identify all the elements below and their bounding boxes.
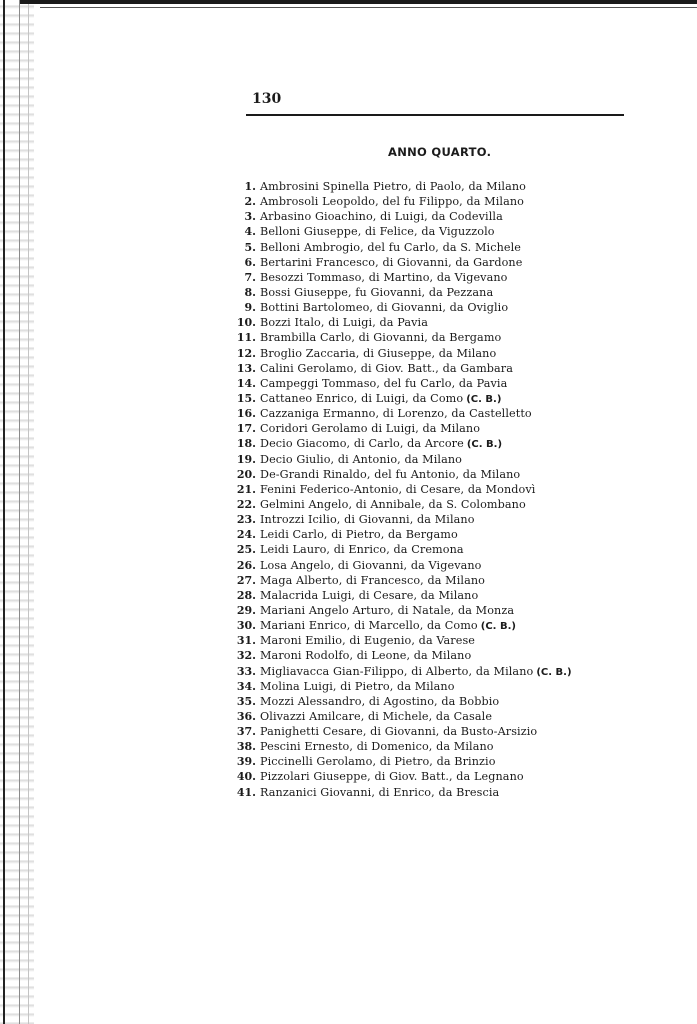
entry-text: Piccinelli Gerolamo, di Pietro, da Brinzio bbox=[260, 755, 496, 769]
list-item bbox=[230, 330, 630, 345]
list-item bbox=[230, 679, 630, 694]
entry-text: Bottini Bartolomeo, di Giovanni, da Oviglio bbox=[260, 301, 509, 315]
list-item bbox=[230, 542, 630, 557]
entry-text: Mozzi Alessandro, di Agostino, da Bobbio bbox=[260, 694, 500, 708]
entry-text: Maroni Emilio, di Eugenio, da Varese bbox=[260, 634, 476, 648]
entry-number: 23. bbox=[236, 513, 256, 527]
list-item bbox=[230, 240, 630, 255]
entry-text: Molina Luigi, di Pietro, da Milano bbox=[260, 679, 455, 693]
spine-line bbox=[3, 0, 5, 1024]
entry-text: Fenini Federico-Antonio, di Cesare, da Mondovì bbox=[260, 482, 536, 496]
page-number: 130 bbox=[252, 91, 282, 107]
entry-number: 14. bbox=[236, 376, 256, 390]
entry-number: 17. bbox=[236, 422, 256, 436]
entry-text: De-Grandi Rinaldo, del fu Antonio, da Milano bbox=[260, 467, 521, 481]
entry-text: Migliavacca Gian-Filippo, di Alberto, da Milano bbox=[260, 664, 534, 678]
entry-text: Maroni Rodolfo, di Leone, da Milano bbox=[260, 649, 472, 663]
entry-text: Malacrida Luigi, di Cesare, da Milano bbox=[260, 588, 479, 602]
entry-number: 27. bbox=[236, 573, 256, 587]
entry-text: Pizzolari Giuseppe, di Giov. Batt., da Legnano bbox=[260, 770, 524, 784]
entry-number: 10. bbox=[236, 316, 256, 330]
list-item bbox=[230, 633, 630, 648]
entry-text: Arbasino Gioachino, di Luigi, da Codevilla bbox=[260, 210, 503, 224]
list-item bbox=[230, 224, 630, 239]
entry-number: 16. bbox=[236, 407, 256, 421]
entry-text: Coridori Gerolamo di Luigi, da Milano bbox=[260, 422, 481, 436]
entry-text: Besozzi Tommaso, di Martino, da Vigevano bbox=[260, 270, 508, 284]
entry-number: 12. bbox=[236, 346, 256, 360]
list-item bbox=[230, 179, 630, 194]
list-item bbox=[230, 421, 630, 436]
list-item bbox=[230, 558, 630, 573]
list-item bbox=[230, 285, 630, 300]
entry-number: 33. bbox=[236, 664, 256, 678]
entry-number: 35. bbox=[236, 694, 256, 708]
list-item bbox=[230, 739, 630, 754]
entry-note: (C. B.) bbox=[536, 666, 572, 678]
entry-number: 40. bbox=[236, 770, 256, 784]
list-item bbox=[230, 194, 630, 209]
list-item bbox=[230, 209, 630, 224]
list-item bbox=[230, 785, 630, 800]
list-item bbox=[230, 603, 630, 618]
entry-note: (C. B.) bbox=[466, 439, 503, 451]
list-item bbox=[230, 361, 630, 376]
entry-text: Belloni Giuseppe, di Felice, da Viguzzolo bbox=[260, 225, 495, 239]
list-item bbox=[230, 270, 630, 285]
entry-text: Gelmini Angelo, di Annibale, da S. Colombano bbox=[260, 497, 526, 511]
entry-number: 31. bbox=[236, 634, 256, 648]
list-item bbox=[230, 467, 630, 482]
list-item bbox=[230, 664, 630, 679]
entry-text: Ambrosoli Leopoldo, del fu Filippo, da Milano bbox=[260, 195, 524, 209]
entry-text: Olivazzi Amilcare, di Michele, da Casale bbox=[260, 709, 493, 723]
entry-text: Decio Giacomo, di Carlo, da Arcore bbox=[260, 437, 464, 451]
entry-number: 38. bbox=[236, 740, 256, 754]
list-item bbox=[230, 754, 630, 769]
entry-text: Leidi Lauro, di Enrico, da Cremona bbox=[260, 543, 464, 557]
entry-text: Decio Giulio, di Antonio, da Milano bbox=[260, 452, 463, 466]
entry-number: 30. bbox=[236, 619, 256, 633]
entry-number: 22. bbox=[236, 497, 256, 511]
entry-number: 13. bbox=[236, 361, 256, 375]
entry-number: 29. bbox=[236, 603, 256, 617]
entry-text: Mariani Enrico, di Marcello, da Como bbox=[260, 619, 478, 633]
entry-number: 2. bbox=[244, 195, 256, 209]
entry-text: Ranzanici Giovanni, di Enrico, da Brescia bbox=[260, 785, 500, 799]
list-item bbox=[230, 346, 630, 361]
list-item bbox=[230, 588, 630, 603]
entry-text: Belloni Ambrogio, del fu Carlo, da S. Michele bbox=[260, 240, 522, 254]
entry-text: Cattaneo Enrico, di Luigi, da Como bbox=[260, 391, 464, 405]
entry-note: (C. B.) bbox=[480, 621, 516, 633]
top-border-rule bbox=[40, 7, 697, 8]
entry-number: 39. bbox=[236, 755, 256, 769]
entry-number: 4. bbox=[244, 225, 256, 239]
entry-number: 32. bbox=[236, 649, 256, 663]
header-rule bbox=[246, 114, 624, 116]
list-item bbox=[230, 315, 630, 330]
entry-number: 9. bbox=[244, 301, 256, 315]
list-item bbox=[230, 724, 630, 739]
list-item bbox=[230, 573, 630, 588]
entry-text: Bertarini Francesco, di Giovanni, da Gardone bbox=[260, 255, 523, 269]
list-item bbox=[230, 482, 630, 497]
entry-number: 6. bbox=[244, 255, 256, 269]
list-item bbox=[230, 648, 630, 663]
entry-number: 8. bbox=[244, 285, 256, 299]
entry-text: Calini Gerolamo, di Giov. Batt., da Gambara bbox=[260, 361, 514, 375]
entry-number: 7. bbox=[244, 270, 256, 284]
entry-note: (C. B.) bbox=[466, 393, 502, 405]
list-item bbox=[230, 497, 630, 512]
entry-number: 11. bbox=[236, 331, 256, 345]
entry-number: 18. bbox=[236, 437, 256, 451]
entry-text: Introzzi Icilio, di Giovanni, da Milano bbox=[260, 513, 475, 527]
list-item bbox=[230, 527, 630, 542]
entry-number: 36. bbox=[236, 709, 256, 723]
entry-number: 28. bbox=[236, 588, 256, 602]
entry-text: Campeggi Tommaso, del fu Carlo, da Pavia bbox=[260, 376, 508, 390]
list-item bbox=[230, 255, 630, 270]
entry-text: Panighetti Cesare, di Giovanni, da Busto-Arsizio bbox=[260, 725, 538, 739]
entry-text: Brambilla Carlo, di Giovanni, da Bergamo bbox=[260, 331, 502, 345]
top-border-rule bbox=[20, 0, 697, 4]
spine-line bbox=[19, 0, 20, 1024]
entry-number: 25. bbox=[236, 543, 256, 557]
entry-text: Broglio Zaccaria, di Giuseppe, da Milano bbox=[260, 346, 497, 360]
list-item bbox=[230, 452, 630, 467]
entry-text: Losa Angelo, di Giovanni, da Vigevano bbox=[260, 558, 482, 572]
list-item bbox=[230, 694, 630, 709]
entry-text: Bossi Giuseppe, fu Giovanni, da Pezzana bbox=[260, 285, 494, 299]
list-item bbox=[230, 512, 630, 527]
entry-number: 34. bbox=[236, 679, 256, 693]
entry-text: Cazzaniga Ermanno, di Lorenzo, da Castelletto bbox=[260, 407, 532, 421]
entry-number: 41. bbox=[236, 785, 256, 799]
list-item bbox=[230, 436, 630, 451]
entry-number: 5. bbox=[244, 240, 256, 254]
student-list bbox=[230, 179, 630, 800]
list-item bbox=[230, 300, 630, 315]
list-item bbox=[230, 769, 630, 784]
entry-number: 1. bbox=[244, 180, 256, 193]
section-title: ANNO QUARTO. bbox=[388, 145, 492, 159]
list-item bbox=[230, 709, 630, 724]
entry-number: 26. bbox=[236, 558, 256, 572]
entry-number: 3. bbox=[244, 210, 256, 224]
entry-number: 15. bbox=[236, 391, 256, 405]
entry-number: 20. bbox=[236, 467, 256, 481]
list-item bbox=[230, 391, 630, 406]
list-item bbox=[230, 618, 630, 633]
entry-number: 37. bbox=[236, 725, 256, 739]
entry-text: Maga Alberto, di Francesco, da Milano bbox=[260, 573, 485, 587]
spine-line bbox=[28, 0, 29, 1024]
entry-text: Leidi Carlo, di Pietro, da Bergamo bbox=[260, 528, 458, 542]
entry-number: 21. bbox=[236, 482, 256, 496]
entry-text: Pescini Ernesto, di Domenico, da Milano bbox=[260, 740, 494, 754]
entry-text: Ambrosini Spinella Pietro, di Paolo, da Milano bbox=[260, 180, 526, 193]
list-item bbox=[230, 376, 630, 391]
entry-text: Mariani Angelo Arturo, di Natale, da Monza bbox=[260, 603, 515, 617]
entry-number: 24. bbox=[236, 528, 256, 542]
list-item bbox=[230, 406, 630, 421]
entry-number: 19. bbox=[236, 452, 256, 466]
entry-text: Bozzi Italo, di Luigi, da Pavia bbox=[260, 316, 429, 330]
